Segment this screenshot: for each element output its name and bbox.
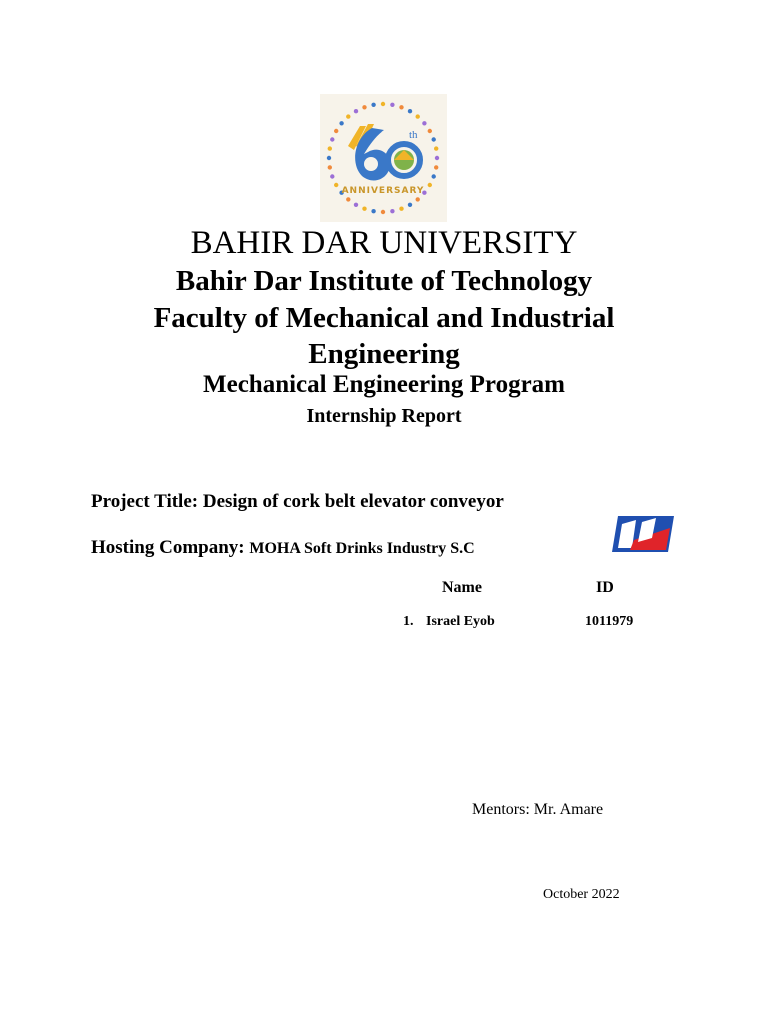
ring-dot [408, 203, 412, 207]
program-name: Mechanical Engineering Program [203, 371, 565, 398]
student-name: Israel Eyob [426, 614, 495, 629]
ring-dot [362, 207, 366, 211]
ring-dot [362, 105, 366, 109]
id-column-header: ID [596, 579, 614, 596]
ring-dot [434, 165, 438, 169]
ring-dot [371, 209, 375, 213]
superscript-text: th [409, 129, 418, 141]
report-date: October 2022 [543, 887, 620, 902]
faculty-line-2: Engineering [308, 338, 460, 370]
institute-name: Bahir Dar Institute of Technology [175, 265, 593, 297]
anniversary-label: ANNIVERSARY [341, 186, 425, 196]
faculty-name [0, 300, 768, 372]
ring-dot [328, 146, 332, 150]
ring-dot [432, 174, 436, 178]
student-id: 1011979 [585, 614, 634, 629]
ring-dot [434, 146, 438, 150]
ring-dot [432, 137, 436, 141]
company-logo-mark [612, 514, 674, 554]
ring-dot [334, 129, 338, 133]
ring-dot [408, 109, 412, 113]
ring-dot [339, 121, 343, 125]
ring-dot [399, 105, 403, 109]
university-60th-anniversary-logo [320, 94, 447, 222]
ring-dot [381, 210, 385, 214]
ring-dot [371, 103, 375, 107]
ring-dot [390, 103, 394, 107]
ring-dot [334, 183, 338, 187]
project-title-value: Design of cork belt elevator conveyor [202, 491, 504, 512]
ring-dot [328, 165, 332, 169]
ring-dot [416, 114, 420, 118]
document-type: Internship Report [306, 405, 462, 427]
ring-dot [435, 156, 439, 160]
ring-dot [428, 129, 432, 133]
ring-dot [354, 203, 358, 207]
hosting-company-row [91, 536, 475, 561]
ring-dot [330, 174, 334, 178]
faculty-line-1: Faculty of Mechanical and Industrial [153, 302, 615, 334]
ring-dot [330, 137, 334, 141]
university-name: BAHIR DAR UNIVERSITY [190, 225, 578, 261]
ring-dot [346, 114, 350, 118]
ring-dot [354, 109, 358, 113]
anniversary-emblem [320, 94, 447, 222]
moha-company-logo [612, 514, 674, 554]
ring-dot [422, 121, 426, 125]
ring-dot [346, 197, 350, 201]
ring-dot [381, 102, 385, 106]
project-title-label: Project Title: [91, 491, 199, 512]
hosting-company-value: MOHA Soft Drinks Industry S.C [249, 540, 475, 557]
ring-dot [428, 183, 432, 187]
ring-dot [416, 197, 420, 201]
hosting-company-label: Hosting Company: [91, 537, 245, 558]
mentors-line: Mentors: Mr. Amare [472, 801, 604, 818]
ring-dot [327, 156, 331, 160]
ring-dot [390, 209, 394, 213]
ring-dot [399, 207, 403, 211]
project-title-row [91, 490, 504, 514]
name-column-header: Name [442, 579, 482, 596]
student-number: 1. [403, 614, 414, 629]
